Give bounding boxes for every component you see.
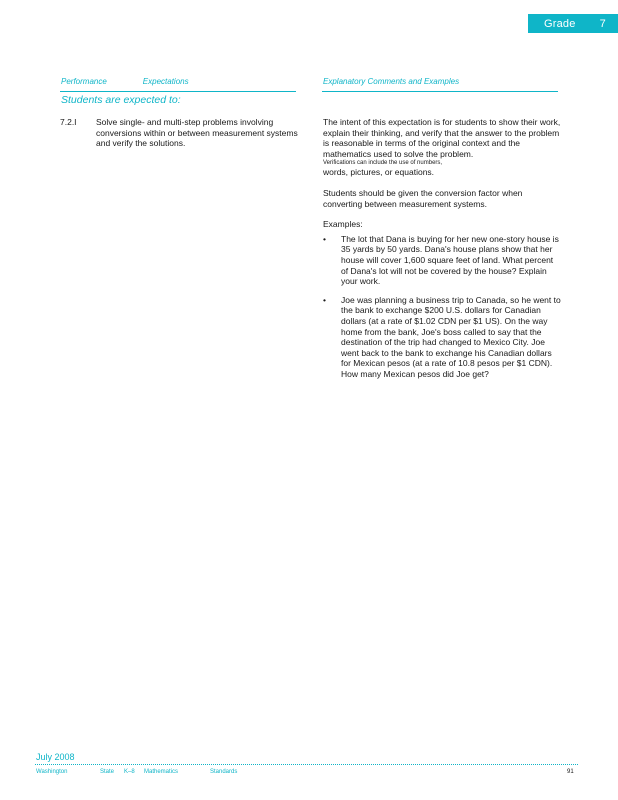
- footer-word: Mathematics: [144, 769, 179, 775]
- examples-list: [323, 234, 561, 380]
- heading-performance: Performance: [61, 77, 107, 86]
- page-number: 91: [567, 769, 574, 775]
- students-expected-label: Students are expected to:: [61, 94, 181, 106]
- explanatory-comments: [323, 117, 561, 387]
- right-column-rule: [322, 91, 558, 92]
- footer-word: Standards: [210, 769, 238, 775]
- intent-end-text: words, pictures, or equations.: [323, 167, 435, 178]
- footer-word: State: [100, 769, 115, 775]
- example-text: Joe was planning a business trip to Canada, so he went to the bank to exchange $200 U.S. dollars for Canadian dollars (at a rate of $1.02 CDN per $1 US). On the way home from the bank, Joe's boss called to say that the destination of the trip had changed to Mexico City. Joe went back to the bank to exchange his Canadian dollars for Mexican pesos (at a rate of 10.8 pesos per $1 CDN). How many Mexican pesos did Joe get?: [341, 294, 561, 379]
- grade-label: Grade: [544, 17, 576, 30]
- grade-number: 7: [599, 17, 606, 30]
- footer-rule: [35, 764, 578, 765]
- example-text: The lot that Dana is buying for her new one-story house is 35 yards by 50 yards. Dana's house plans show that her house will cover 1,600 square feet of land. What percent of Dana's lot will not be covered by the house? Explain your work.: [341, 233, 559, 287]
- performance-expectations-heading: [61, 77, 189, 86]
- intent-text: The intent of this expectation is for students to show their work, explain their thinking, and verify that the answer to the problem is reasonable in terms of the original context and the mathematics used to solve the problem.: [323, 117, 561, 159]
- examples-label: Examples:: [323, 219, 363, 230]
- intent-small-text: Verifications can include the use of numbers,: [323, 160, 443, 167]
- expectation-text: Solve single- and multi-step problems involving conversions within or between measurement systems and verify the solutions.: [96, 117, 298, 149]
- explanatory-comments-heading: Explanatory Comments and Examples: [323, 77, 460, 86]
- bullet-icon: •: [323, 294, 326, 305]
- intent-paragraph: [323, 117, 561, 178]
- expectation-number: 7.2.I: [60, 117, 77, 127]
- list-item: [323, 234, 561, 287]
- left-column-rule: [60, 91, 296, 92]
- conversion-paragraph: Students should be given the conversion factor when converting between measurement systems.: [323, 187, 523, 209]
- grade-tab: [528, 14, 610, 33]
- bullet-icon: •: [323, 233, 326, 244]
- footer-word: K–8: [124, 769, 135, 775]
- footer-date: July 2008: [36, 752, 75, 762]
- list-item: [323, 295, 561, 380]
- heading-expectations: Expectations: [142, 77, 189, 86]
- footer-word: Washington: [36, 769, 68, 775]
